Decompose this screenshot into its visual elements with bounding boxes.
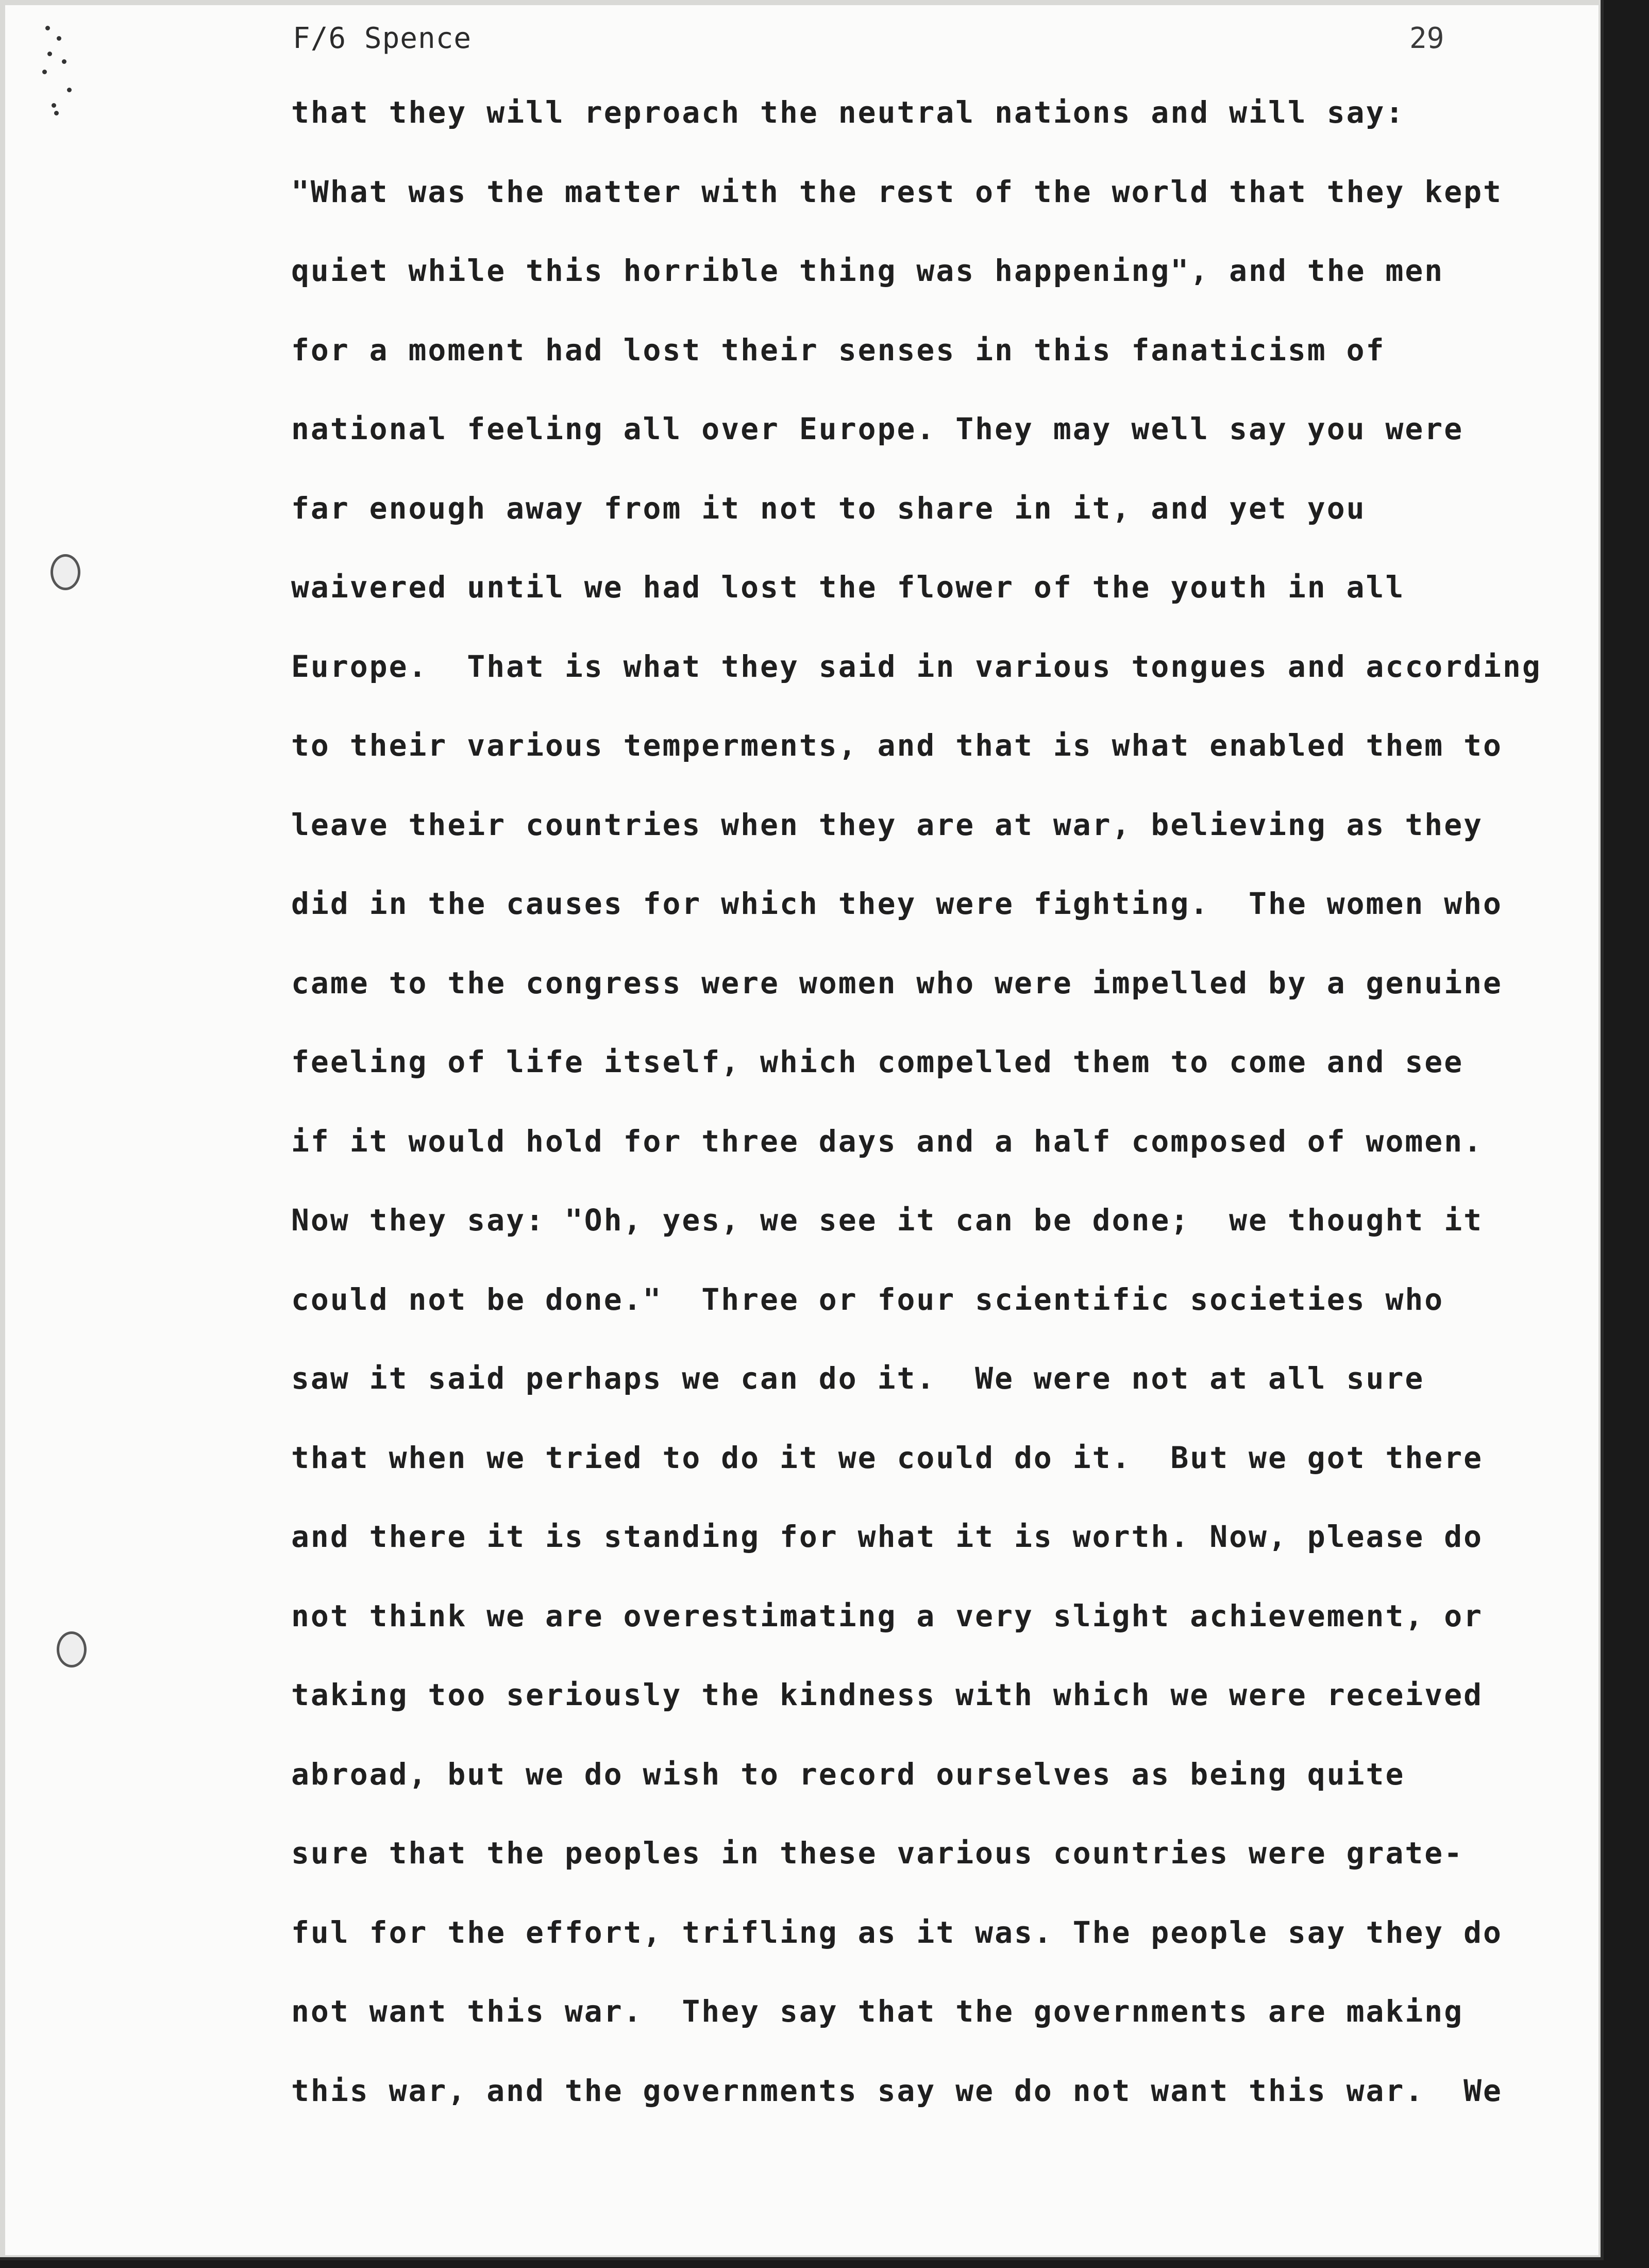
text-line: Europe. That is what they said in various tongues and according: [291, 648, 1542, 684]
text-line: Now they say: "Oh, yes, we see it can be done; we thought it: [291, 1203, 1484, 1238]
text-line: quiet while this horrible thing was happening", and the men: [291, 253, 1444, 288]
text-line: sure that the peoples in these various countries were grate-: [291, 1836, 1464, 1871]
text-line: leave their countries when they are at war, believing as they: [291, 807, 1484, 842]
text-line: national feeling all over Europe. They may well say you were: [291, 411, 1464, 446]
text-line: and there it is standing for what it is worth. Now, please do: [291, 1519, 1484, 1554]
text-line: ful for the effort, trifling as it was. The people say they do: [291, 1914, 1503, 1950]
text-line: saw it said perhaps we can do it. We were not at all sure: [291, 1361, 1425, 1396]
text-line: not think we are overestimating a very slight achievement, or: [291, 1598, 1484, 1633]
text-line: waivered until we had lost the flower of the youth in all: [291, 570, 1405, 605]
text-line: far enough away from it not to share in it, and yet you: [291, 490, 1366, 526]
text-line: this war, and the governments say we do not want this war. We: [291, 2073, 1503, 2108]
text-line: that when we tried to do it we could do it. But we got there: [291, 1440, 1484, 1475]
text-line: not want this war. They say that the governments are making: [291, 1994, 1464, 2029]
header-label: F/6 Spence: [293, 22, 472, 55]
text-line: abroad, but we do wish to record ourselves as being quite: [291, 1756, 1405, 1792]
text-line: if it would hold for three days and a half composed of women.: [291, 1123, 1484, 1159]
text-line: could not be done." Three or four scientific societies who: [291, 1281, 1444, 1317]
text-line: came to the congress were women who were impelled by a genuine: [291, 965, 1503, 1000]
text-line: did in the causes for which they were fighting. The women who: [291, 886, 1503, 921]
text-line: that they will reproach the neutral nations and will say:: [291, 95, 1405, 130]
text-line: taking too seriously the kindness with which we were received: [291, 1677, 1484, 1712]
text-line: "What was the matter with the rest of the world that they kept: [291, 174, 1503, 209]
punch-hole-bottom: [57, 1631, 87, 1667]
text-line: for a moment had lost their senses in this fanaticism of: [291, 332, 1386, 368]
text-line: to their various temperments, and that is what enabled them to: [291, 728, 1503, 763]
typed-body-text: [291, 92, 1579, 2149]
page-number: 29: [1409, 22, 1444, 55]
punch-hole-top: [51, 554, 80, 590]
text-line: feeling of life itself, which compelled them to come and see: [291, 1044, 1464, 1079]
